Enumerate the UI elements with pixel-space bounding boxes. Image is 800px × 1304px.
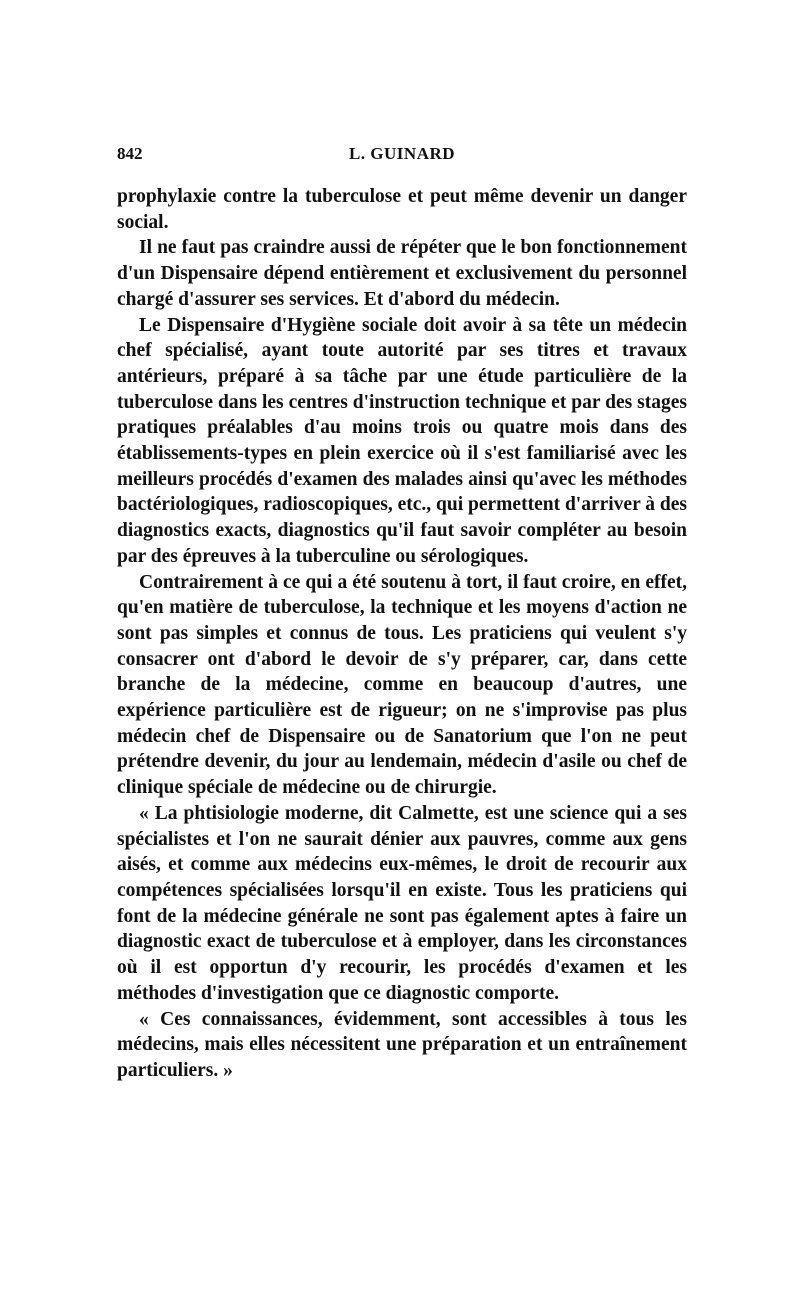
paragraph: Le Dispensaire d'Hygiène sociale doit avoir à sa tête un médecin chef spécialisé, ayant toute autorité par ses titres et travaux antérieurs, préparé à sa tâche par une étude particulière de la tuberculose dans les centres d'instruction technique et par des stages pratiques préalables d'au moins trois ou quatre mois dans des établissements-types en plein exercice où il s'est familiarisé avec les meilleurs procédés d'examen des malades ainsi qu'avec les méthodes bactériologiques, radioscopiques, etc., qui permettent d'arriver à des diagnostics exacts, diagnostics qu'il faut savoir compléter au besoin par des épreuves à la tuberculine ou sérologiques. xyxy=(117,314,687,567)
page-number: 842 xyxy=(117,144,143,163)
book-page xyxy=(117,140,687,1084)
paragraph: Il ne faut pas craindre aussi de répéter que le bon fonctionnement d'un Dispensaire dépend entièrement et exclusivement du personnel chargé d'assurer ses services. Et d'abord du médecin. xyxy=(117,237,687,310)
quote-paragraph: « La phtisiologie moderne, dit Calmette, est une science qui a ses spécialistes et l'on ne saurait dénier aux pauvres, comme aux gens aisés, et comme aux médecins eux-mêmes, le droit de recourir aux compétences spécialisées lorsqu'il en existe. Tous les praticiens qui font de la médecine générale ne sont pas également aptes à faire un diagnostic exact de tuberculose et à employer, dans les circonstances où il est opportun d'y recourir, les procédés d'examen et les méthodes d'investigation que ce diagnostic comporte. xyxy=(117,802,687,1004)
page-header xyxy=(117,140,687,170)
paragraph-continuation: prophylaxie contre la tuberculose et peut même devenir un danger social. xyxy=(117,186,687,233)
body-text xyxy=(117,184,687,1084)
quote-paragraph: « Ces connaissances, évidemment, sont accessibles à tous les médecins, mais elles nécessitent une préparation et un entraînement particuliers. » xyxy=(117,1008,687,1081)
paragraph: Contrairement à ce qui a été soutenu à tort, il faut croire, en effet, qu'en matière de tuberculose, la technique et les moyens d'action ne sont pas simples et connus de tous. Les praticiens qui veulent s'y consacrer ont d'abord le devoir de s'y préparer, car, dans cette branche de la médecine, comme en beaucoup d'autres, une expérience particulière est de rigueur; on ne s'improvise pas plus médecin chef de Dispensaire ou de Sanatorium que l'on ne peut prétendre devenir, du jour au lendemain, médecin d'asile ou chef de clinique spéciale de médecine ou de chirurgie. xyxy=(117,571,687,799)
running-title: L. GUINARD xyxy=(348,144,456,163)
